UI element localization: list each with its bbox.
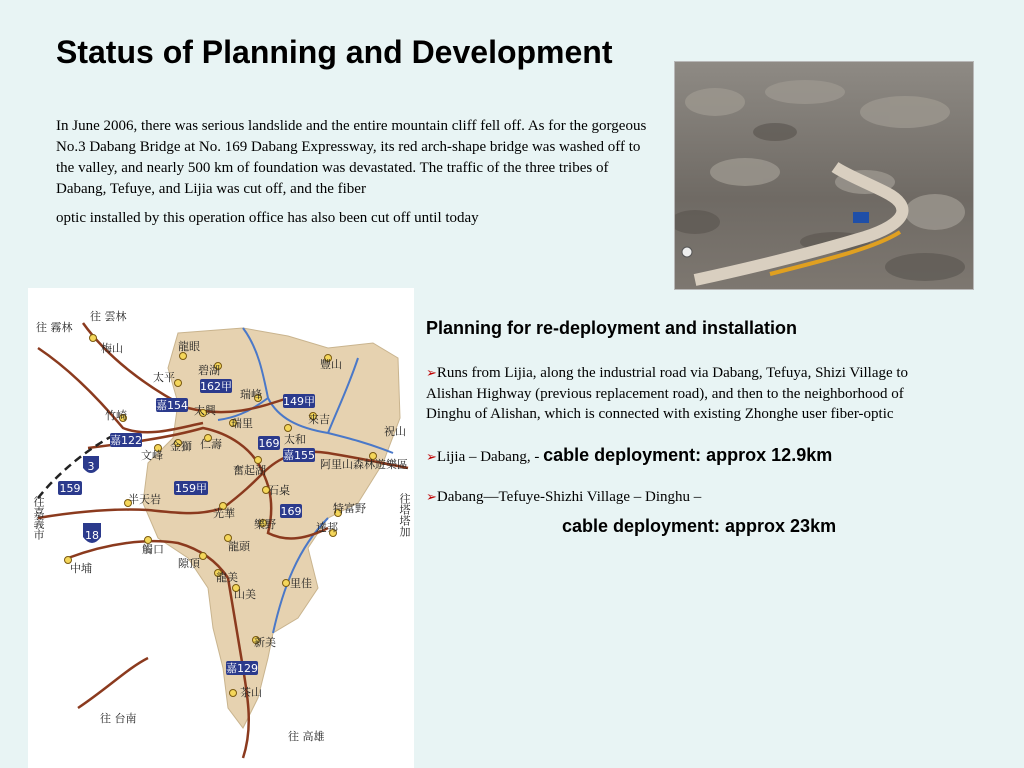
map-place: 茶山 [240,686,262,699]
route-map [28,288,414,768]
highway-shield-18: 18 [85,529,99,542]
intro-line-1: In June 2006, there was serious landslide and the entire mountain cliff fell off. As for the gorgeous No.3 Dabang Bridge at No. 169 Dabang Expressway, its red arch-shape bridge was washed off to the valley, and nearly 500 km of foundation was devastated. The traffic of the three tribes of Dabang, Tefuye, and Lijia was cut off, and the fiber [56,118,647,197]
map-place: 文峰 [141,449,163,462]
map-place: 瑞峰 [240,388,262,401]
highway-shield-3: 3 [87,460,95,473]
plan-item-2 [426,445,946,468]
planning-heading: Planning for re-deployment and installation [426,318,798,338]
road-shield: 嘉154 [156,399,188,412]
map-place: 隙頂 [178,557,200,570]
map-place: 達邦 [316,521,338,534]
map-edge-label: 往 雲林 [90,310,127,323]
plan-item-3-distance: cable deployment: approx 23km [562,515,837,536]
map-edge-label-left: 往嘉義市 [32,496,45,540]
map-edge-label: 往 霧林 [36,321,73,334]
map-place: 仁壽 [200,438,222,451]
map-place: 里佳 [290,577,312,590]
map-edge-label-right: 往塔塔加 [398,493,411,537]
map-place: 中埔 [70,562,92,575]
road-shield: 159 [59,482,81,495]
map-edge-label: 祝山 [384,425,406,438]
map-place: 新美 [254,636,276,649]
map-edge-label: 往 台南 [100,712,137,725]
map-place: 碧湖 [198,364,220,377]
map-place: 龍眼 [178,340,200,353]
road-shield: 嘉155 [283,449,315,462]
map-place: 奮起湖 [233,464,266,477]
map-place: 光華 [213,507,235,520]
plan-item-3-prefix: Dabang—Tefuye-Shizhi Village – Dinghu – [436,489,702,505]
road-shield: 169 [258,437,280,450]
map-place: 太興 [194,404,216,417]
arrow-bullet-icon: ➢ [426,489,437,504]
page-title: Status of Planning and Development [56,34,613,70]
intro-paragraph [56,116,652,229]
road-shield: 169 [280,505,302,518]
map-place: 石桌 [268,484,290,497]
map-place: 阿里山森林遊樂區 [320,458,408,471]
plan-item-2-prefix: Lijia – Dabang, - [436,448,544,465]
arrow-bullet-icon: ➢ [426,448,437,464]
landslide-photo [674,61,974,290]
road-shield: 149甲 [283,395,315,408]
road-shield: 嘉129 [226,662,258,675]
plan-item-1 [426,363,946,425]
map-place: 太平 [153,371,175,384]
map-place: 龍頭 [228,540,250,553]
road-shield: 162甲 [200,380,232,393]
map-place: 龍美 [216,571,238,584]
map-place: 半天岩 [128,493,161,506]
road-shield: 嘉122 [110,434,142,447]
map-place: 觸口 [142,543,164,556]
intro-line-2: optic installed by this operation office has also been cut off until today [56,210,479,226]
map-place: 樂野 [254,518,276,531]
map-place: 金獅 [170,440,192,453]
road-shield: 159甲 [175,482,207,495]
map-edge-label: 往 高雄 [288,730,325,743]
plan-item-2-distance: cable deployment: approx 12.9km [543,444,833,465]
arrow-bullet-icon: ➢ [426,365,437,380]
map-place: 豐山 [320,358,342,371]
map-place: 竹崎 [105,409,127,422]
map-place: 特富野 [333,502,366,515]
planning-section [426,318,946,556]
plan-item-1-text: Runs from Lijia, along the industrial road via Dabang, Tefuya, Shizi Village to Alishan Highway (previous replacement road), and then to the neighborhood of Dinghu of Alishan, which is connected with existing Zhonghe user fiber-optic [426,365,909,422]
plan-item-3 [426,487,946,536]
map-place: 來吉 [308,413,330,426]
map-place: 太和 [284,433,306,446]
map-place: 山美 [234,588,256,601]
map-place: 梅山 [101,342,123,355]
map-place: 瑞里 [231,417,253,430]
